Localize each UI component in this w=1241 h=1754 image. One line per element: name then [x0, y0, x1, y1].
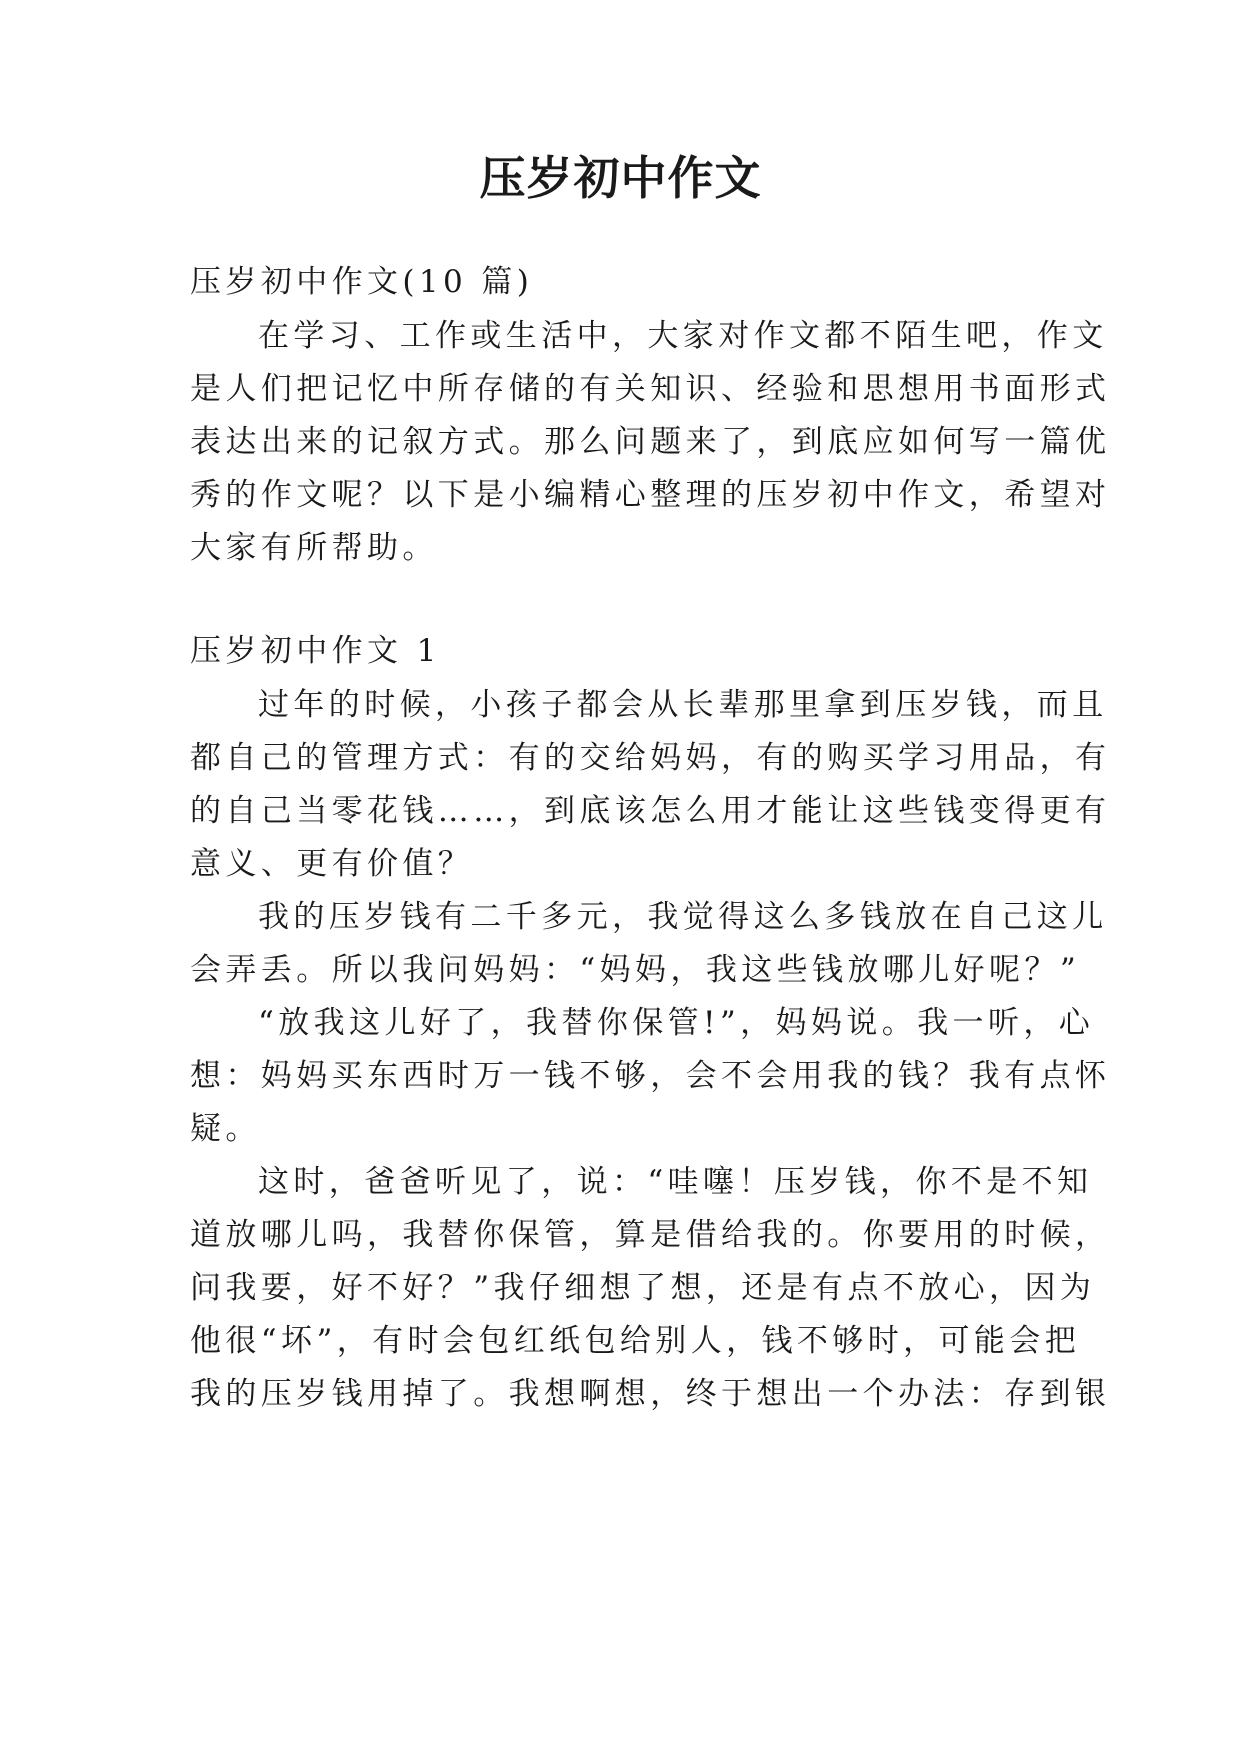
essay-paragraph-line: 想：妈妈买东西时万一钱不够，会不会用我的钱？我有点怀	[190, 1058, 1111, 1094]
essay-paragraph-line: 疑。	[190, 1111, 261, 1147]
essay-paragraph-line: 这时，爸爸听见了，说：“哇噻！压岁钱，你不是不知	[258, 1164, 1093, 1200]
document-title: 压岁初中作文	[479, 151, 762, 205]
essay-paragraph-line: 道放哪儿吗，我替你保管，算是借给我的。你要用的时候，	[190, 1217, 1111, 1253]
essay-paragraph-line: 我的压岁钱有二千多元，我觉得这么多钱放在自己这儿	[258, 899, 1108, 935]
essay-paragraph-line: 他很“坏”，有时会包红纸包给别人，钱不够时，可能会把	[190, 1323, 1081, 1359]
intro-paragraph-line: 在学习、工作或生活中，大家对作文都不陌生吧，作文	[258, 318, 1108, 354]
essay-paragraph-line: 都自己的管理方式：有的交给妈妈，有的购买学习用品，有	[190, 740, 1111, 776]
essay-paragraph-line: 的自己当零花钱……，到底该怎么用才能让这些钱变得更有	[190, 793, 1111, 829]
intro-paragraph-line: 大家有所帮助。	[190, 530, 438, 566]
essay-paragraph-line: 过年的时候，小孩子都会从长辈那里拿到压岁钱，而且	[258, 687, 1108, 723]
essay-paragraph-line: 我的压岁钱用掉了。我想啊想，终于想出一个办法：存到银	[190, 1376, 1111, 1412]
intro-paragraph-line: 表达出来的记叙方式。那么问题来了，到底应如何写一篇优	[190, 424, 1111, 460]
intro-paragraph-line: 秀的作文呢？以下是小编精心整理的压岁初中作文，希望对	[190, 477, 1111, 513]
essay-paragraph-line: 会弄丢。所以我问妈妈：“妈妈，我这些钱放哪儿好呢？”	[190, 952, 1081, 988]
collection-heading: 压岁初中作文(10 篇)	[190, 264, 534, 300]
essay-paragraph-line: 问我要，好不好？”我仔细想了想，还是有点不放心，因为	[190, 1270, 1096, 1306]
essay-paragraph-line: “放我这儿好了，我替你保管!”，妈妈说。我一听，心	[258, 1005, 1095, 1041]
intro-paragraph-line: 是人们把记忆中所存储的有关知识、经验和思想用书面形式	[190, 371, 1111, 407]
essay-heading: 压岁初中作文 1	[190, 633, 441, 669]
essay-paragraph-line: 意义、更有价值？	[190, 846, 474, 882]
